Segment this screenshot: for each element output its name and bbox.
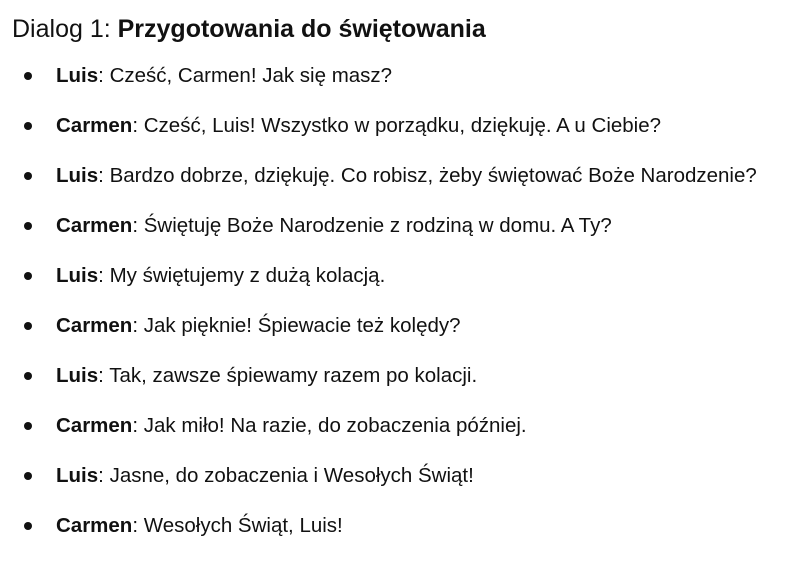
bullet-icon xyxy=(24,372,32,380)
dialog-line xyxy=(0,214,807,264)
bullet-icon xyxy=(24,172,32,180)
speaker-name: Luis xyxy=(56,464,99,487)
speaker-separator: : xyxy=(132,314,144,337)
speaker-name: Luis xyxy=(56,364,99,387)
speaker-separator: : xyxy=(98,264,110,287)
dialog-line xyxy=(0,364,807,414)
dialog-line-text xyxy=(56,64,392,88)
speaker-separator: : xyxy=(98,164,110,187)
dialog-utterance: My świętujemy z dużą kolacją. xyxy=(109,264,386,287)
dialog-utterance: Jak pięknie! Śpiewacie też kolędy? xyxy=(143,314,461,337)
dialog-line-text xyxy=(56,464,474,488)
bullet-icon xyxy=(24,122,32,130)
bullet-icon xyxy=(24,472,32,480)
speaker-separator: : xyxy=(98,464,110,487)
bullet-icon xyxy=(24,272,32,280)
bullet-icon xyxy=(24,422,32,430)
speaker-name: Luis xyxy=(56,164,99,187)
speaker-separator: : xyxy=(132,414,144,437)
speaker-separator: : xyxy=(132,214,144,237)
dialog-utterance: Cześć, Carmen! Jak się masz? xyxy=(109,64,393,87)
bullet-icon xyxy=(24,72,32,80)
dialog-line xyxy=(0,114,807,164)
bullet-icon xyxy=(24,522,32,530)
dialog-line-text xyxy=(56,514,343,538)
dialog-line-text xyxy=(56,214,612,238)
dialog-utterance: Jak miło! Na razie, do zobaczenia później. xyxy=(143,414,527,437)
dialog-line xyxy=(0,514,807,564)
speaker-separator: : xyxy=(132,514,144,537)
speaker-name: Luis xyxy=(56,64,99,87)
dialog-line-text xyxy=(56,114,661,138)
speaker-name: Carmen xyxy=(56,514,133,537)
speaker-separator: : xyxy=(132,114,144,137)
dialog-line-text xyxy=(56,164,757,188)
dialog-list xyxy=(0,64,807,564)
speaker-name: Carmen xyxy=(56,214,133,237)
dialog-line xyxy=(0,314,807,364)
speaker-separator: : xyxy=(98,64,110,87)
dialog-line-text xyxy=(56,364,477,388)
dialog-utterance: Cześć, Luis! Wszystko w porządku, dziękuję. A u Ciebie? xyxy=(143,114,662,137)
dialog-title-text: Przygotowania do świętowania xyxy=(117,15,486,43)
speaker-separator: : xyxy=(98,364,110,387)
dialog-title xyxy=(12,14,795,44)
dialog-line xyxy=(0,414,807,464)
dialog-line-text xyxy=(56,414,527,438)
dialog-utterance: Wesołych Świąt, Luis! xyxy=(143,514,343,537)
dialog-utterance: Jasne, do zobaczenia i Wesołych Świąt! xyxy=(109,464,474,487)
dialog-title-prefix: Dialog 1: xyxy=(12,15,118,43)
dialog-line-text xyxy=(56,264,385,288)
speaker-name: Luis xyxy=(56,264,99,287)
dialog-utterance: Bardzo dobrze, dziękuję. Co robisz, żeby świętować Boże Narodzenie? xyxy=(109,164,757,187)
dialog-line xyxy=(0,264,807,314)
dialog-line xyxy=(0,64,807,114)
bullet-icon xyxy=(24,322,32,330)
dialog-line xyxy=(0,464,807,514)
dialog-utterance: Tak, zawsze śpiewamy razem po kolacji. xyxy=(109,364,478,387)
speaker-name: Carmen xyxy=(56,114,133,137)
bullet-icon xyxy=(24,222,32,230)
dialog-line xyxy=(0,164,807,214)
dialog-utterance: Świętuję Boże Narodzenie z rodziną w domu. A Ty? xyxy=(143,214,612,237)
dialog-line-text xyxy=(56,314,461,338)
speaker-name: Carmen xyxy=(56,314,133,337)
speaker-name: Carmen xyxy=(56,414,133,437)
